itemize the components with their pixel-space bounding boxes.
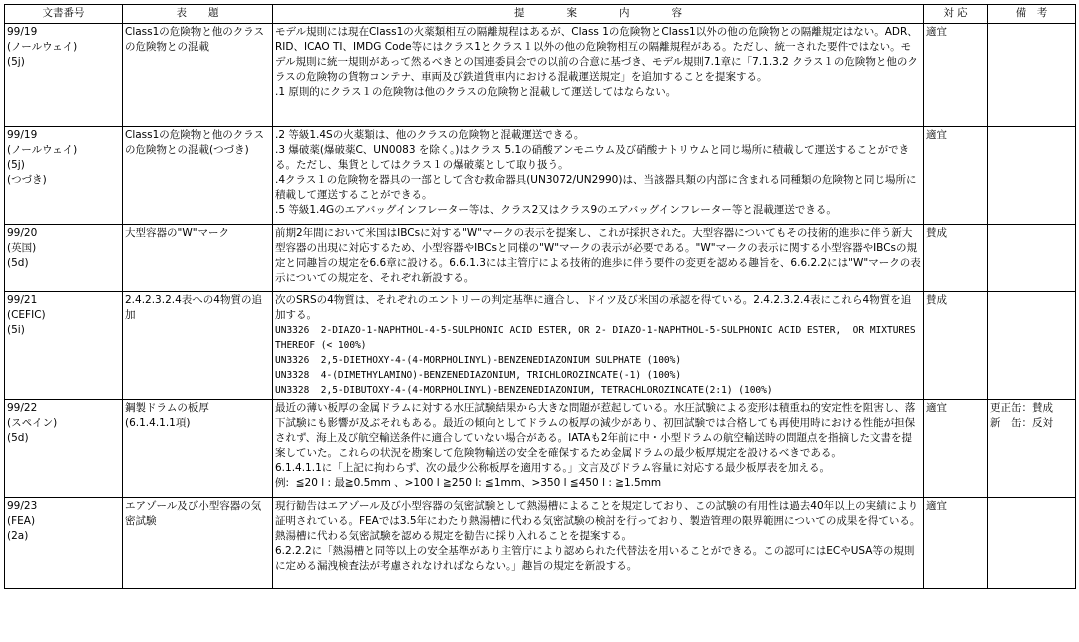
proposal-cell [273,225,924,292]
title-cell [123,498,273,589]
proposal-line: 次のSRSの4物質は、それぞれのエントリーの判定基準に適合し、ドイツ及び米国の承認を得ている。2.4.2.3.2.4表にこれら4物質を追加する。 [275,294,912,321]
doc-no-line: (5d) [7,257,29,269]
response-cell: 賛成 [924,292,988,400]
title-line: Class1の危険物と他のクラスの危険物との混載 [125,26,264,53]
remarks-cell [988,400,1076,498]
doc-no-line: (2a) [7,530,29,542]
substance-line: UN3328 4-(DIMETHYLAMINO)-BENZENEDIAZONIUM, TRICHLOROZINCATE(-1) (100%) [275,370,682,381]
doc-no-line: (スペイン) [7,417,58,429]
remarks-line: 更正缶：賛成 [990,402,1053,414]
proposal-line: .1 原則的にクラス１の危険物は他のクラスの危険物と混載して運送してはならない。 [275,86,677,98]
doc-no-cell [5,225,123,292]
proposal-cell [273,24,924,127]
substance-line: UN3326 2-DIAZO-1-NAPHTHOL-4-5-SULPHONIC ACID ESTER, OR 2- DIAZO-1-NAPHTHOL-5-SULPHONIC ACID ESTER, OR MIXTURES THEREOF (< 100%) [275,325,922,351]
response-cell: 適宜 [924,400,988,498]
proposal-line: .4クラス１の危険物を器具の一部として含む救命器具(UN3072/UN2990)は、当該器具類の内部に含まれる同種類の危険物と同じ場所に積載して運送することができる。 [275,174,917,201]
proposal-line: 例: ≦20 l : 最≧0.5mm 、>100 l ≧250 l: ≦1mm、>350 l ≦450 l : ≧1.5mm [275,477,662,489]
title-line: Class1の危険物と他のクラスの危険物との混載(つづき) [125,129,264,156]
doc-no-cell [5,498,123,589]
header-proposal: 提 案 内 容 [273,5,924,24]
table-row [5,292,1076,400]
title-cell [123,225,273,292]
title-line: エアゾール及び小型容器の気密試験 [125,500,262,527]
doc-no-line: (ノールウェイ) [7,41,78,53]
doc-no-line: (5d) [7,432,29,444]
header-doc-no: 文書番号 [5,5,123,24]
title-cell [123,24,273,127]
title-cell [123,292,273,400]
response-cell: 適宜 [924,24,988,127]
proposal-line: モデル規則には現在Class1の火薬類相互の隔離規程はあるが、Class 1の危険物とClass1以外の他の危険物との隔離規定はない。ADR、RID、ICAO TI、IMDG Code等にはクラス1とクラス１以外の他の危険物相互の隔離規程がある。ただし、統一された要件ではない。モデル規則に統一規則があって然るべきとの国連委員会での以前の合意に基づき、モデル規則7.1章に「7.1.3.2 クラス１の危険物と他のクラスの危険物の貨物コンテナ、車両及び鉄道貨車内における混載運送規定」を追加することを提案する。 [275,26,918,83]
proposal-line: .5 等級1.4Gのエアバッグインフレーター等は、クラス2又はクラス9のエアバッグインフレーター等と混載運送できる。 [275,204,837,216]
response-cell: 賛成 [924,225,988,292]
proposal-cell [273,292,924,400]
doc-no-line: 99/23 [7,500,38,512]
table-row [5,24,1076,127]
title-cell [123,127,273,225]
proposal-table [4,4,1076,589]
table-header-row [5,5,1076,24]
doc-no-line: 99/22 [7,402,38,414]
doc-no-line: (5j) [7,56,25,68]
table-row [5,498,1076,589]
doc-no-line: (FEA) [7,515,36,527]
remarks-cell [988,24,1076,127]
header-title: 表 題 [123,5,273,24]
remarks-cell [988,127,1076,225]
proposal-line: 6.1.4.1.1に「上記に拘わらず、次の最少公称板厚を適用する。」文言及びドラム容量に対応する最少板厚表を加える。 [275,462,831,474]
doc-no-cell [5,24,123,127]
table-row [5,225,1076,292]
table-row [5,127,1076,225]
doc-no-line: (英国) [7,242,37,254]
table-row [5,400,1076,498]
doc-no-cell [5,127,123,225]
remarks-cell [988,498,1076,589]
proposal-line: 前期2年間において米国はIBCsに対する"W"マークの表示を提案し、これが採択された。大型容器についてもその技術的進歩に伴う新大型容器の出現に対応するため、小型容器やIBCsと同様の"W"マークの表示が必要である。"W"マークの表示に関する小型容器やIBCsの規定と同趣旨の規定を6.6章に設ける。6.6.1.3には主管庁による技術的進歩に伴う要件の変更を認める趣旨を、6.6.2.2には"W"マークの表示についての規定を、それぞれ新設する。 [275,227,921,284]
proposal-line: .2 等級1.4Sの火薬類は、他のクラスの危険物と混載運送できる。 [275,129,585,141]
substance-line: UN3326 2,5-DIETHOXY-4-(4-MORPHOLINYL)-BENZENEDIAZONIUM SULPHATE (100%) [275,355,682,366]
doc-no-line: 99/19 [7,129,38,141]
proposal-cell [273,400,924,498]
remarks-cell [988,292,1076,400]
doc-no-line: 99/19 [7,26,38,38]
title-line: 大型容器の"W"マーク [125,227,230,239]
proposal-cell [273,127,924,225]
doc-no-cell [5,292,123,400]
proposal-line: 6.2.2.2に「熱湯槽と同等以上の安全基準があり主管庁により認められた代替法を用いることができる。この認可にはECやUSA等の規則に定める漏洩検査法が考慮されなければならない。」趣旨の規定を新設する。 [275,545,915,572]
doc-no-cell [5,400,123,498]
doc-no-line: (5j) [7,159,25,171]
title-line: (6.1.4.1.1項) [125,417,191,429]
doc-no-line: (つづき) [7,174,47,186]
proposal-line: .3 爆破薬(爆破薬C、UN0083 を除く。)はクラス 5.1の硝酸アンモニウム及び硝酸ナトリウムと同じ場所に積載して運送することができる。ただし、集貨としてはクラス１の爆破薬として取り扱う。 [275,144,910,171]
header-response: 対 応 [924,5,988,24]
substance-line: UN3328 2,5-DIBUTOXY-4-(4-MORPHOLINYL)-BENZENEDIAZONIUM, TETRACHLOROZINCATE(2:1) (100%) [275,385,773,396]
proposal-line: 最近の薄い板厚の金属ドラムに対する水圧試験結果から大きな問題が惹起している。水圧試験による変形は積重ね的安定性を阻害し、落下試験にも影響が及ぶそれもある。最近の傾向としてドラムの板厚の減少があり、初回試験では合格しても再使用時における性能が担保されず、海上及び航空輸送条件に適合していない場合がある。IATAも2年前に中・小型ドラムの航空輸送時の問題点を指摘した文書を提案していた。これらの状況を勘案して危険物輸送の安全を確保するため金属ドラムの最少板厚規定を設けるべきである。 [275,402,916,459]
title-cell [123,400,273,498]
remarks-cell [988,225,1076,292]
remarks-line: 新 缶：反対 [990,417,1053,429]
proposal-cell [273,498,924,589]
proposal-line: 現行勧告はエアゾール及び小型容器の気密試験として熱湯槽によることを規定しており、この試験の有用性は過去40年以上の実績により証明されている。FEAでは3.5年にわたり熱湯槽に代わる気密試験の検討を行っており、製造管理の限界範囲についての成果を得ている。熱湯槽に代わる気密試験を認める規定を勧告に採り入れることを提案する。 [275,500,921,542]
doc-no-line: 99/20 [7,227,38,239]
title-line: 鋼製ドラムの板厚 [125,402,209,414]
header-remarks: 備 考 [988,5,1076,24]
doc-no-line: 99/21 [7,294,38,306]
doc-no-line: (CEFIC) [7,309,46,321]
title-line: 2.4.2.3.2.4表への4物質の追加 [125,294,262,321]
response-cell: 適宜 [924,127,988,225]
response-cell: 適宜 [924,498,988,589]
doc-no-line: (5i) [7,324,25,336]
doc-no-line: (ノールウェイ) [7,144,78,156]
